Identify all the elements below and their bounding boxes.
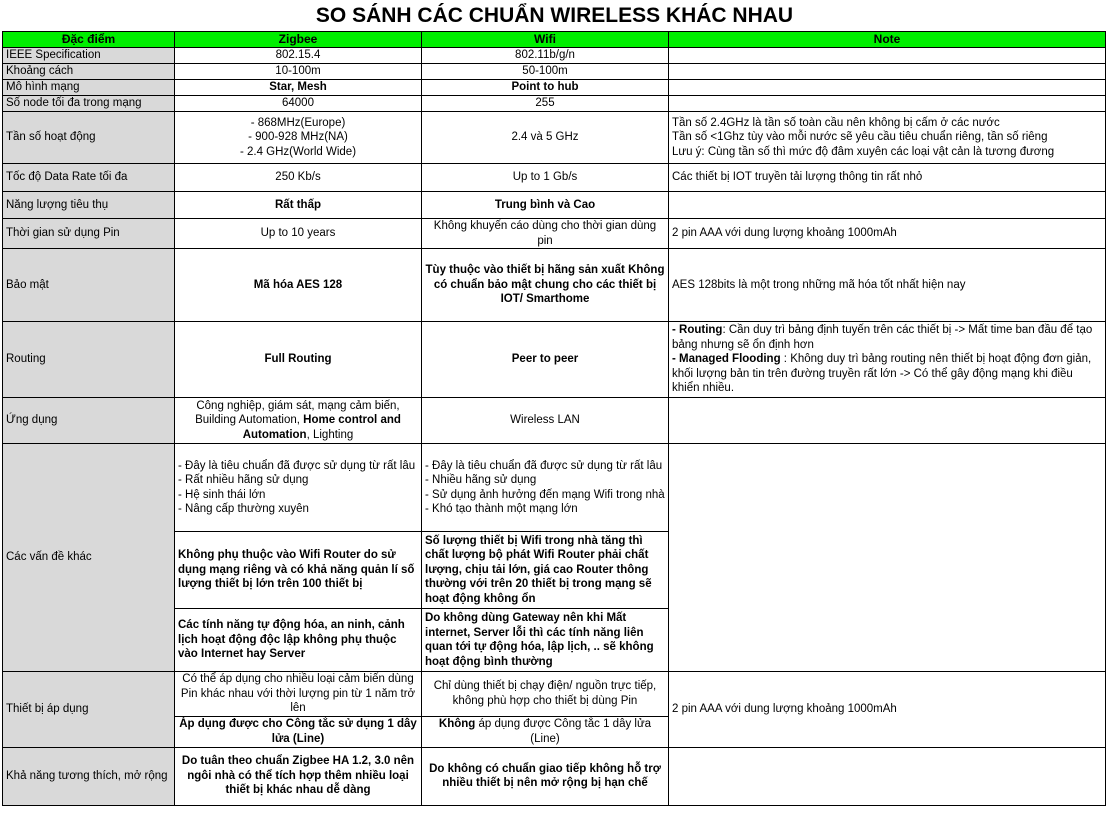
wifi-devices-1[interactable]: Chỉ dùng thiết bị chạy điện/ nguồn trực tiếp, không phù hợp cho thiết bị dùng Pin bbox=[422, 672, 669, 717]
note-other[interactable] bbox=[669, 444, 1106, 672]
label-power[interactable]: Năng lượng tiêu thụ bbox=[3, 192, 175, 219]
zigbee-other-3[interactable]: Các tính năng tự động hóa, an ninh, cảnh lịch hoạt động độc lập không phụ thuộc vào Internet hay Server bbox=[175, 609, 422, 672]
zigbee-other-list[interactable] bbox=[175, 444, 422, 532]
row-other-1 bbox=[3, 444, 1106, 532]
wifi-devices-2-rest: áp dụng được Công tắc 1 dây lửa (Line) bbox=[475, 718, 652, 745]
wifi-other-item: - Sử dụng ảnh hưởng đến mạng Wifi trong nhà bbox=[425, 488, 665, 501]
zigbee-battery[interactable]: Up to 10 years bbox=[175, 219, 422, 249]
zigbee-compat[interactable]: Do tuân theo chuẩn Zigbee HA 1.2, 3.0 nên ngôi nhà có thể tích hợp thêm nhiều loại thiết bị khác nhau dễ dàng bbox=[175, 747, 422, 805]
zigbee-frequency-line: - 2.4 GHz(World Wide) bbox=[239, 145, 357, 158]
note-topology[interactable] bbox=[669, 80, 1106, 96]
note-routing-text: : Cần duy trì bảng định tuyến trên các thiết bị -> Mất time ban đầu để tạo bảng nhưng sẽ ổn định hơn bbox=[672, 324, 1093, 351]
wifi-max-nodes[interactable]: 255 bbox=[422, 96, 669, 112]
wifi-power[interactable]: Trung bình và Cao bbox=[422, 192, 669, 219]
zigbee-other-item: - Nâng cấp thường xuyên bbox=[178, 503, 309, 515]
wifi-ieee[interactable]: 802.11b/g/n bbox=[422, 48, 669, 64]
wifi-other-3[interactable]: Do không dùng Gateway nên khi Mất internet, Server lỗi thì các tính năng liên quan tới tự động hóa, lập lịch, .. sẽ không hoạt động bình thường bbox=[422, 609, 669, 672]
wifi-battery[interactable]: Không khuyến cáo dùng cho thời gian dùng pin bbox=[422, 219, 669, 249]
label-topology[interactable]: Mô hình mạng bbox=[3, 80, 175, 96]
label-compat[interactable]: Khả năng tương thích, mở rộng bbox=[3, 747, 175, 805]
note-frequency-line: Lưu ý: Cùng tần số thì mức độ đâm xuyên các loại vật cản là tương đương bbox=[672, 145, 1055, 158]
zigbee-max-nodes[interactable]: 64000 bbox=[175, 96, 422, 112]
note-frequency-line: Tần số 2.4GHz là tần số toàn cầu nên không bị cấm ở các nước bbox=[672, 116, 1000, 129]
row-devices-1 bbox=[3, 672, 1106, 717]
note-routing-item bbox=[672, 323, 1102, 352]
label-frequency[interactable]: Tần số hoạt động bbox=[3, 112, 175, 164]
zigbee-frequency[interactable] bbox=[175, 112, 422, 164]
note-ieee[interactable] bbox=[669, 48, 1106, 64]
note-routing-text: : Không duy trì bảng routing nên thiết bị hoạt động đơn giản, khối lượng bản tin trên đường truyền rất lớn -> Có thể gây động mạng khi điều khiển nhiều. bbox=[672, 353, 1092, 395]
header-wifi[interactable]: Wifi bbox=[422, 32, 669, 48]
zigbee-power[interactable]: Rất thấp bbox=[175, 192, 422, 219]
wifi-apps[interactable]: Wireless LAN bbox=[422, 398, 669, 444]
wifi-other-item: - Khó tạo thành một mạng lớn bbox=[425, 503, 578, 515]
row-range bbox=[3, 64, 1106, 80]
note-battery[interactable]: 2 pin AAA với dung lượng khoảng 1000mAh bbox=[669, 219, 1106, 249]
zigbee-apps[interactable] bbox=[175, 398, 422, 444]
row-frequency bbox=[3, 112, 1106, 164]
row-battery bbox=[3, 219, 1106, 249]
wifi-other-list[interactable] bbox=[422, 444, 669, 532]
note-frequency[interactable] bbox=[669, 112, 1106, 164]
wifi-frequency[interactable]: 2.4 và 5 GHz bbox=[422, 112, 669, 164]
wifi-range[interactable]: 50-100m bbox=[422, 64, 669, 80]
header-zigbee[interactable]: Zigbee bbox=[175, 32, 422, 48]
note-routing-term: - Managed Flooding bbox=[672, 353, 781, 366]
note-devices[interactable]: 2 pin AAA với dung lượng khoảng 1000mAh bbox=[669, 672, 1106, 748]
label-routing[interactable]: Routing bbox=[3, 322, 175, 398]
zigbee-devices-1[interactable]: Có thể áp dụng cho nhiều loại cảm biến dùng Pin khác nhau với thời lượng pin từ 1 năm trở lên bbox=[175, 672, 422, 717]
note-range[interactable] bbox=[669, 64, 1106, 80]
zigbee-frequency-line: - 868MHz(Europe) bbox=[250, 116, 346, 129]
row-max-nodes bbox=[3, 96, 1106, 112]
zigbee-other-item: - Hệ sinh thái lớn bbox=[178, 488, 266, 501]
wifi-other-item: - Nhiều hãng sử dụng bbox=[425, 474, 537, 486]
zigbee-routing[interactable]: Full Routing bbox=[175, 322, 422, 398]
note-routing-item bbox=[672, 352, 1102, 396]
row-apps bbox=[3, 398, 1106, 444]
note-power[interactable] bbox=[669, 192, 1106, 219]
wifi-compat[interactable]: Do không có chuẩn giao tiếp không hỗ trợ nhiều thiết bị nên mở rộng bị hạn chế bbox=[422, 747, 669, 805]
zigbee-apps-pre: Công nghiệp, giám sát, mạng cảm biến, Building Automation, bbox=[195, 399, 400, 427]
wifi-security[interactable]: Tùy thuộc vào thiết bị hãng sản xuất Không có chuẩn bảo mật chung cho các thiết bị IOT/ Smarthome bbox=[422, 249, 669, 322]
label-ieee[interactable]: IEEE Specification bbox=[3, 48, 175, 64]
note-max-nodes[interactable] bbox=[669, 96, 1106, 112]
label-battery[interactable]: Thời gian sử dụng Pin bbox=[3, 219, 175, 249]
note-routing-term: - Routing bbox=[672, 324, 723, 337]
note-frequency-line: Tần số <1Ghz tùy vào mỗi nước sẽ yêu cầu tiêu chuẩn riêng, tần số riêng bbox=[672, 131, 1048, 144]
note-routing[interactable] bbox=[669, 322, 1106, 398]
wifi-other-2[interactable]: Số lượng thiết bị Wifi trong nhà tăng thì chất lượng bộ phát Wifi Router phải chất lượng, chịu tải lớn, giá cao Router thông thường với trên 20 thiết bị trong mạng sẽ hoạt động không ổn bbox=[422, 532, 669, 609]
row-security bbox=[3, 249, 1106, 322]
zigbee-frequency-line: - 900-928 MHz(NA) bbox=[248, 131, 348, 144]
note-apps[interactable] bbox=[669, 398, 1106, 444]
row-compat bbox=[3, 747, 1106, 805]
header-criteria[interactable]: Đặc điểm bbox=[3, 32, 175, 48]
zigbee-other-item: - Đây là tiêu chuẩn đã được sử dụng từ rất lâu bbox=[178, 459, 416, 472]
wifi-routing[interactable]: Peer to peer bbox=[422, 322, 669, 398]
row-routing bbox=[3, 322, 1106, 398]
label-range[interactable]: Khoảng cách bbox=[3, 64, 175, 80]
zigbee-range[interactable]: 10-100m bbox=[175, 64, 422, 80]
note-compat[interactable] bbox=[669, 747, 1106, 805]
note-security[interactable]: AES 128bits là một trong những mã hóa tốt nhất hiện nay bbox=[669, 249, 1106, 322]
zigbee-apps-bold: Home control and Automation bbox=[242, 414, 401, 441]
zigbee-devices-2[interactable]: Áp dụng được cho Công tắc sử dụng 1 dây lửa (Line) bbox=[175, 716, 422, 747]
label-devices[interactable]: Thiết bị áp dụng bbox=[3, 672, 175, 748]
row-topology bbox=[3, 80, 1106, 96]
note-data-rate[interactable]: Các thiết bị IOT truyền tải lượng thông tin rất nhỏ bbox=[669, 164, 1106, 192]
label-data-rate[interactable]: Tốc độ Data Rate tối đa bbox=[3, 164, 175, 192]
row-ieee bbox=[3, 48, 1106, 64]
row-data-rate bbox=[3, 164, 1106, 192]
wifi-devices-2-bold: Không bbox=[438, 718, 476, 730]
zigbee-data-rate[interactable]: 250 Kb/s bbox=[175, 164, 422, 192]
zigbee-security[interactable]: Mã hóa AES 128 bbox=[175, 249, 422, 322]
wifi-data-rate[interactable]: Up to 1 Gb/s bbox=[422, 164, 669, 192]
header-row bbox=[3, 32, 1106, 48]
header-note[interactable]: Note bbox=[669, 32, 1106, 48]
label-apps[interactable]: Ứng dụng bbox=[3, 398, 175, 444]
zigbee-other-item: - Rất nhiều hãng sử dụng bbox=[178, 474, 309, 486]
zigbee-other-2[interactable]: Không phụ thuộc vào Wifi Router do sử dụng mạng riêng và có khả năng quản lí số lượng thiết bị lớn trên 100 thiết bị bbox=[175, 532, 422, 609]
label-max-nodes[interactable]: Số node tối đa trong mạng bbox=[3, 96, 175, 112]
wifi-other-item: - Đây là tiêu chuẩn đã được sử dụng từ rất lâu bbox=[425, 459, 663, 472]
zigbee-ieee[interactable]: 802.15.4 bbox=[175, 48, 422, 64]
wifi-topology[interactable]: Point to hub bbox=[422, 80, 669, 96]
row-power bbox=[3, 192, 1106, 219]
label-other[interactable]: Các vấn đề khác bbox=[3, 444, 175, 672]
label-security[interactable]: Bảo mật bbox=[3, 249, 175, 322]
wifi-devices-2[interactable] bbox=[422, 716, 669, 747]
comparison-table bbox=[2, 31, 1106, 806]
page-title: SO SÁNH CÁC CHUẨN WIRELESS KHÁC NHAU bbox=[315, 4, 794, 27]
zigbee-apps-post: , Lighting bbox=[306, 428, 354, 441]
zigbee-topology[interactable]: Star, Mesh bbox=[175, 80, 422, 96]
